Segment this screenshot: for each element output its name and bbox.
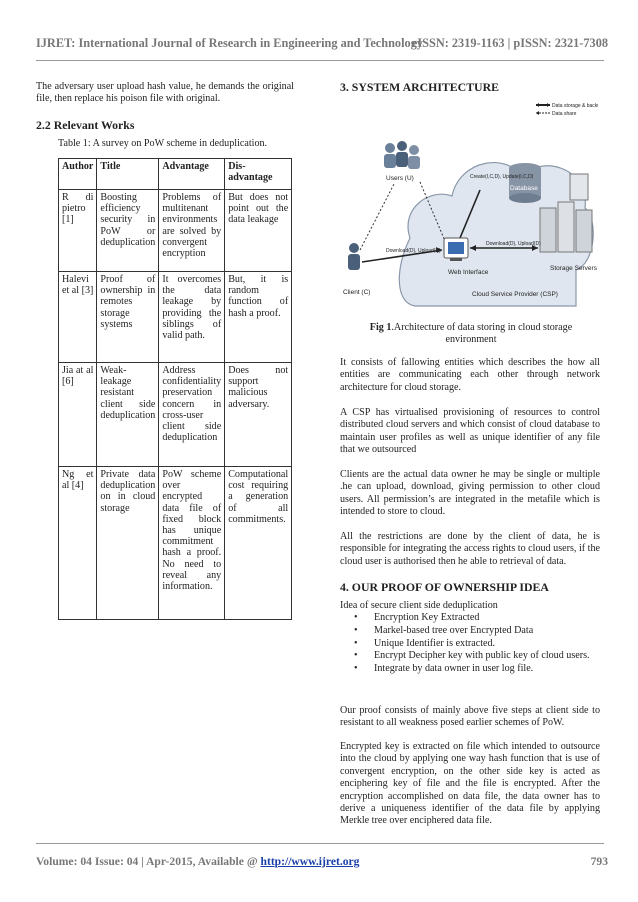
body-paragraph: Clients are the actual data owner he may be single or multiple .he can upload, download, giving permission to other cloud users. All permission’s are integrated in the metafile which is intended to store to cloud. — [340, 469, 600, 518]
table-header-cell: Dis-advantage — [225, 159, 292, 190]
table-row — [59, 272, 292, 363]
users-label: Users (U) — [386, 175, 414, 182]
table-header-cell: Title — [97, 159, 159, 190]
table-cell: Does not support malicious adversary. — [225, 363, 292, 467]
table-cell: PoW scheme over encrypted data file of fixed block has unique commitment hash a proof. No need to reveal any information. — [159, 467, 225, 620]
table-cell: Jia at al [6] — [59, 363, 97, 467]
paragraph-block-2 — [340, 407, 600, 457]
table-cell: Proof of ownership in remotes storage systems — [97, 272, 159, 363]
left-intro-block — [36, 81, 294, 106]
idea-intro: Idea of secure client side deduplication — [340, 600, 498, 611]
download-upload-left-label: Download(D), Upload(D) — [386, 248, 441, 254]
paragraph-block-1 — [340, 357, 600, 394]
table-cell: Halevi et al [3] — [59, 272, 97, 363]
body-paragraph: A CSP has virtualised provisioning of resources to control distributed cloud servers and which consist of cloud database to maintain user profiles as well as unique identifier of any file that we outsourced — [340, 407, 600, 456]
bullet-icon: • — [354, 662, 358, 674]
body-paragraph: All the restrictions are done by the client of data, he is responsible for integrating the access rights to cloud users, if the cloud user is authorised then he able to retrieval of data. — [340, 531, 600, 567]
paragraph-block-6 — [340, 741, 600, 828]
table-cell: But does not point out the data leakage — [225, 190, 292, 272]
page-footer — [36, 855, 608, 868]
table-cell: Problems of multitenant environments are solved by convergent encryption — [159, 190, 225, 272]
footer-rule — [36, 843, 604, 844]
intro-paragraph: The adversary user upload hash value, he demands the original file, then replace his poison file with original. — [36, 81, 294, 105]
legend-storage-label: Data storage & backup — [552, 103, 598, 109]
database-icon — [509, 163, 541, 203]
list-item: • Integrate by data owner in user log file. — [354, 662, 534, 674]
legend-share-label: Data share — [552, 111, 577, 117]
paragraph-block-3 — [340, 469, 600, 519]
architecture-figure — [340, 98, 598, 320]
paragraph-block-4 — [340, 531, 600, 568]
web-interface-label: Web Interface — [448, 269, 489, 276]
table-header-cell: Author — [59, 159, 97, 190]
table-cell: Address confidentiality preservation concern in cross-user client side deduplication — [159, 363, 225, 467]
proof-heading-block — [340, 580, 600, 594]
database-label: Database — [510, 185, 538, 192]
list-item: • Markel-based tree over Encrypted Data — [354, 625, 534, 636]
journal-link[interactable]: http://www.ijret.org — [260, 855, 360, 868]
table-row — [59, 363, 292, 467]
architecture-diagram — [340, 98, 598, 320]
journal-title: IJRET: International Journal of Research in Engineering and Technology — [36, 36, 423, 50]
table-row — [59, 467, 292, 620]
pow-survey-table — [58, 158, 292, 620]
table-cell: Ng et al [4] — [59, 467, 97, 620]
body-paragraph: Encrypted key is extracted on file which intended to outsource into the cloud by applying one way hash function that is use of convergent encryption, on the other side key is acted as enciphering key of file and the file is encrypted. After the encryption accomplished on data file, the data owner has to derive a uniqueness identifier of the data file by applying Merkle tree over enciphered data file. — [340, 741, 600, 827]
table-cell: Boosting efficiency security in PoW or deduplication — [97, 190, 159, 272]
table-cell: But, it is random function of hash a proof. — [225, 272, 292, 363]
figure-caption — [360, 322, 582, 347]
download-upload-right-label: Download(D), Upload(D) — [486, 241, 541, 247]
table-cell: Weak-leakage resistant client side deduplication — [97, 363, 159, 467]
paragraph-block-5 — [340, 705, 600, 730]
table-caption: Table 1: A survey on PoW scheme in deduplication. — [58, 138, 268, 149]
table-cell: Private data deduplication on in cloud storage — [97, 467, 159, 620]
section-heading-system-architecture: 3. SYSTEM ARCHITECTURE — [340, 80, 499, 94]
web-interface-icon — [444, 238, 468, 261]
relevant-works-heading-block — [36, 118, 294, 132]
idea-list — [340, 612, 600, 675]
list-item: • Encrypt Decipher key with public key of cloud users. — [354, 650, 590, 662]
system-architecture-heading-block — [340, 80, 600, 94]
body-paragraph: It consists of fallowing entities which describes the how all entities are communicating each other through network architecture for cloud storage. — [340, 357, 600, 393]
section-heading-proof-of-ownership: 4. OUR PROOF OF OWNERSHIP IDEA — [340, 580, 549, 594]
table-header-cell: Advantage — [159, 159, 225, 190]
csp-label: Cloud Service Provider (CSP) — [472, 291, 558, 298]
bullet-icon: • — [354, 625, 358, 636]
section-heading-relevant-works: 2.2 Relevant Works — [36, 118, 135, 132]
bullet-icon: • — [354, 650, 358, 662]
page-header — [36, 36, 608, 56]
figure-caption-text: .Architecture of data storing in cloud storage environment — [391, 322, 573, 346]
table-header-row — [59, 159, 292, 190]
list-item: • Encryption Key Extracted — [354, 612, 480, 624]
list-item: • Unique Identifier is extracted. — [354, 637, 496, 649]
client-label: Client (C) — [343, 289, 371, 296]
journal-issn: eISSN: 2319-1163 | pISSN: 2321-7308 — [411, 36, 608, 50]
header-rule — [36, 60, 604, 61]
bullet-icon: • — [354, 612, 358, 624]
table-cell: Computational cost requiring a generation of all commitments. — [225, 467, 292, 620]
table-cell: It overcomes the data leakage by providing the siblings of valid path. — [159, 272, 225, 363]
footer-volume: Volume: 04 Issue: 04 | Apr-2015, Available @ — [36, 855, 261, 868]
client-icon — [348, 243, 360, 270]
body-paragraph: Our proof consists of mainly above five steps at client side to resistant to all weakness posed earlier schemes of PoW. — [340, 705, 600, 729]
bullet-icon: • — [354, 637, 358, 649]
figure-caption-label: Fig 1 — [369, 322, 392, 333]
page-number: 793 — [590, 855, 608, 868]
table-cell: R di pietro [1] — [59, 190, 97, 272]
table-caption-block — [58, 138, 298, 150]
storage-servers-label: Storage Servers — [550, 265, 597, 272]
idea-block — [340, 600, 600, 675]
create-update-label: Create(I,C,D), Update(I,C,D) — [470, 174, 534, 180]
table-row — [59, 190, 292, 272]
